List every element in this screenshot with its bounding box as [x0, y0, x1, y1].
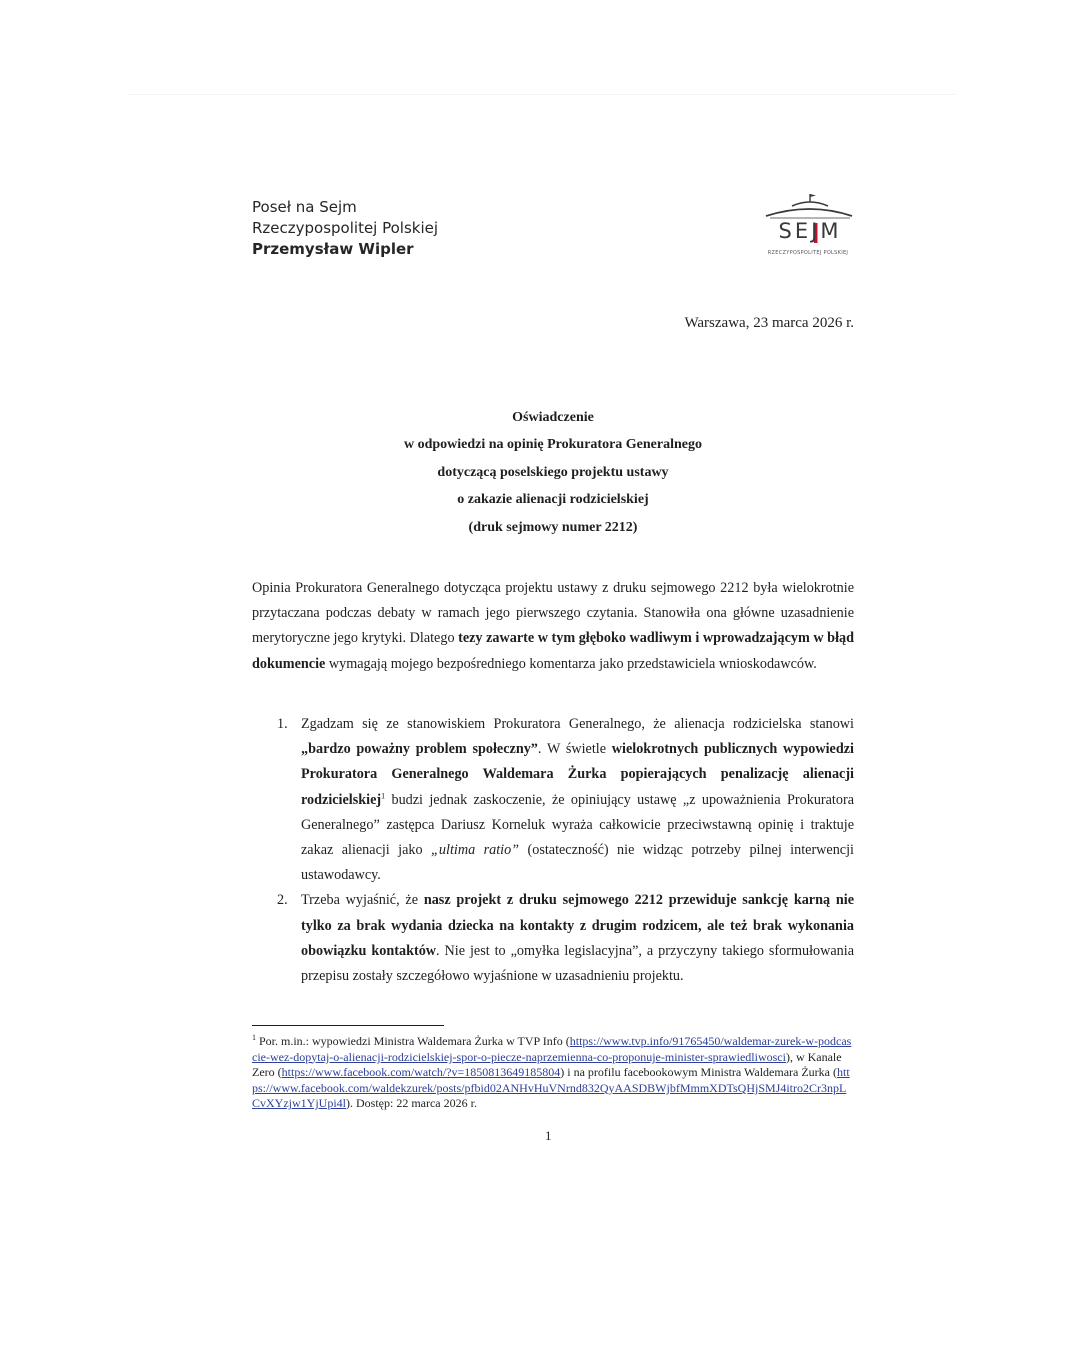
- footnote: [252, 1034, 854, 1112]
- footnote-marker: 1: [252, 1033, 256, 1042]
- footnote-text-2: ), w Kanale Zero (: [252, 1049, 842, 1080]
- page-number: 1: [545, 1128, 552, 1143]
- footnote-text-3: ) i na profilu facebookowym Ministra Waldemara Żurka (: [560, 1065, 837, 1080]
- footnote-link-facebook[interactable]: https://www.facebook.com/waldekzurek/posts/pfbid02ANHvHuVNrnd832QyAASDBWjbfMmmXDTsQHjSMJ4itro2Cr3npLCvXYzjw1YjUpi4l: [252, 1065, 850, 1111]
- item2-text-2: . Nie jest to „omyłka legislacyjna”, a przyczyny takiego sformułowania przepisu zostały szczegółowo wyjaśnione w uzasadnieniu projektu.: [301, 942, 854, 985]
- numbered-list: [252, 712, 854, 989]
- footnote-text-1: Por. m.in.: wypowiedzi Ministra Waldemara Żurka w TVP Info (: [256, 1034, 570, 1048]
- list-item: [252, 712, 854, 888]
- title-line-4: o zakazie alienacji rodzicielskiej: [457, 492, 649, 508]
- title-line-5: (druk sejmowy numer 2212): [468, 519, 638, 535]
- item1-text-2: . W świetle: [537, 741, 612, 758]
- logo-wordmark: SEJM: [778, 219, 842, 243]
- logo-subtitle: RZECZYPOSPOLITEJ POLSKIEJ: [767, 250, 849, 256]
- item2-bold: nasz projekt z druku sejmowego 2212 przewiduje sankcję karną nie tylko za brak wydania dziecka na kontakty z drugim rodzicem, ale też brak wykonania obowiązku kontaktów: [301, 892, 855, 959]
- title-line-3: dotyczącą poselskiego projektu ustawy: [437, 464, 669, 480]
- item1-bold-2: wielokrotnych publicznych wypowiedzi Prokuratora Generalnego Waldemara Żurka popierających penalizację alienacji rodzicielskiej: [301, 741, 854, 808]
- sender-block: [252, 197, 438, 260]
- item2-text-1: Trzeba wyjaśnić, że: [301, 892, 424, 909]
- intro-text-1: Opinia Prokuratora Generalnego dotycząca projektu ustawy z druku sejmowego 2212 była wielokrotnie przytaczana podczas debaty w ramach jego pierwszego czytania. Stanowiła ona główne uzasadnienie merytoryczne jego krytyki. Dlatego: [252, 580, 854, 647]
- sender-line-2: Rzeczypospolitej Polskiej: [252, 219, 439, 237]
- scan-edge: [128, 94, 956, 95]
- footnote-divider: [252, 1025, 444, 1026]
- intro-text-2: wymagają mojego bezpośredniego komentarza jako przedstawiciela wnioskodawców.: [325, 655, 817, 672]
- list-item: [252, 888, 854, 989]
- footnote-link-tvp[interactable]: https://www.tvp.info/91765450/waldemar-zurek-w-podcascie-wez-dopytaj-o-alienacji-rodzicielskiej-spor-o-piecze-naprzemienna-co-proponuje-minister-sprawiedliwosci: [252, 1034, 852, 1064]
- footnote-ref[interactable]: 1: [381, 790, 386, 800]
- list-number: 2.: [277, 892, 288, 909]
- title-line-1: Oświadczenie: [512, 410, 594, 425]
- item1-bold-1: „bardzo poważny problem społeczny”: [301, 741, 538, 758]
- sejm-logo: [762, 192, 854, 262]
- sender-name: Przemysław Wipler: [252, 240, 414, 258]
- item1-text-4: (ostateczność) nie widząc potrzeby pilnej interwencji ustawodawcy.: [301, 842, 854, 884]
- sender-line-1: Poseł na Sejm: [252, 198, 357, 216]
- footnote-link-kanal-zero[interactable]: https://www.facebook.com/watch/?v=1850813649185804: [281, 1065, 561, 1080]
- statement-title: [252, 404, 854, 541]
- item1-italic: „ultima ratio”: [431, 842, 520, 859]
- list-number: 1.: [277, 716, 288, 732]
- intro-bold: tezy zawarte w tym głęboko wadliwym i wprowadzającym w błąd dokumencie: [252, 630, 854, 672]
- footnote-text-4: ). Dostęp: 22 marca 2026 r.: [346, 1096, 477, 1111]
- date-line: Warszawa, 23 marca 2026 r.: [684, 315, 854, 331]
- intro-paragraph: [252, 576, 854, 677]
- item1-text-3: budzi jednak zaskoczenie, że opiniujący ustawę „z upoważnienia Prokuratora Generalnego” zastępca Dariusz Korneluk wyraża całkowicie przeciwstawną opinię i traktuje zakaz alienacji jako: [301, 791, 854, 859]
- title-line-2: w odpowiedzi na opinię Prokuratora Generalnego: [403, 437, 703, 453]
- item1-text-1: Zgadzam się ze stanowiskiem Prokuratora Generalnego, że alienacja rodzicielska stanowi: [301, 716, 854, 732]
